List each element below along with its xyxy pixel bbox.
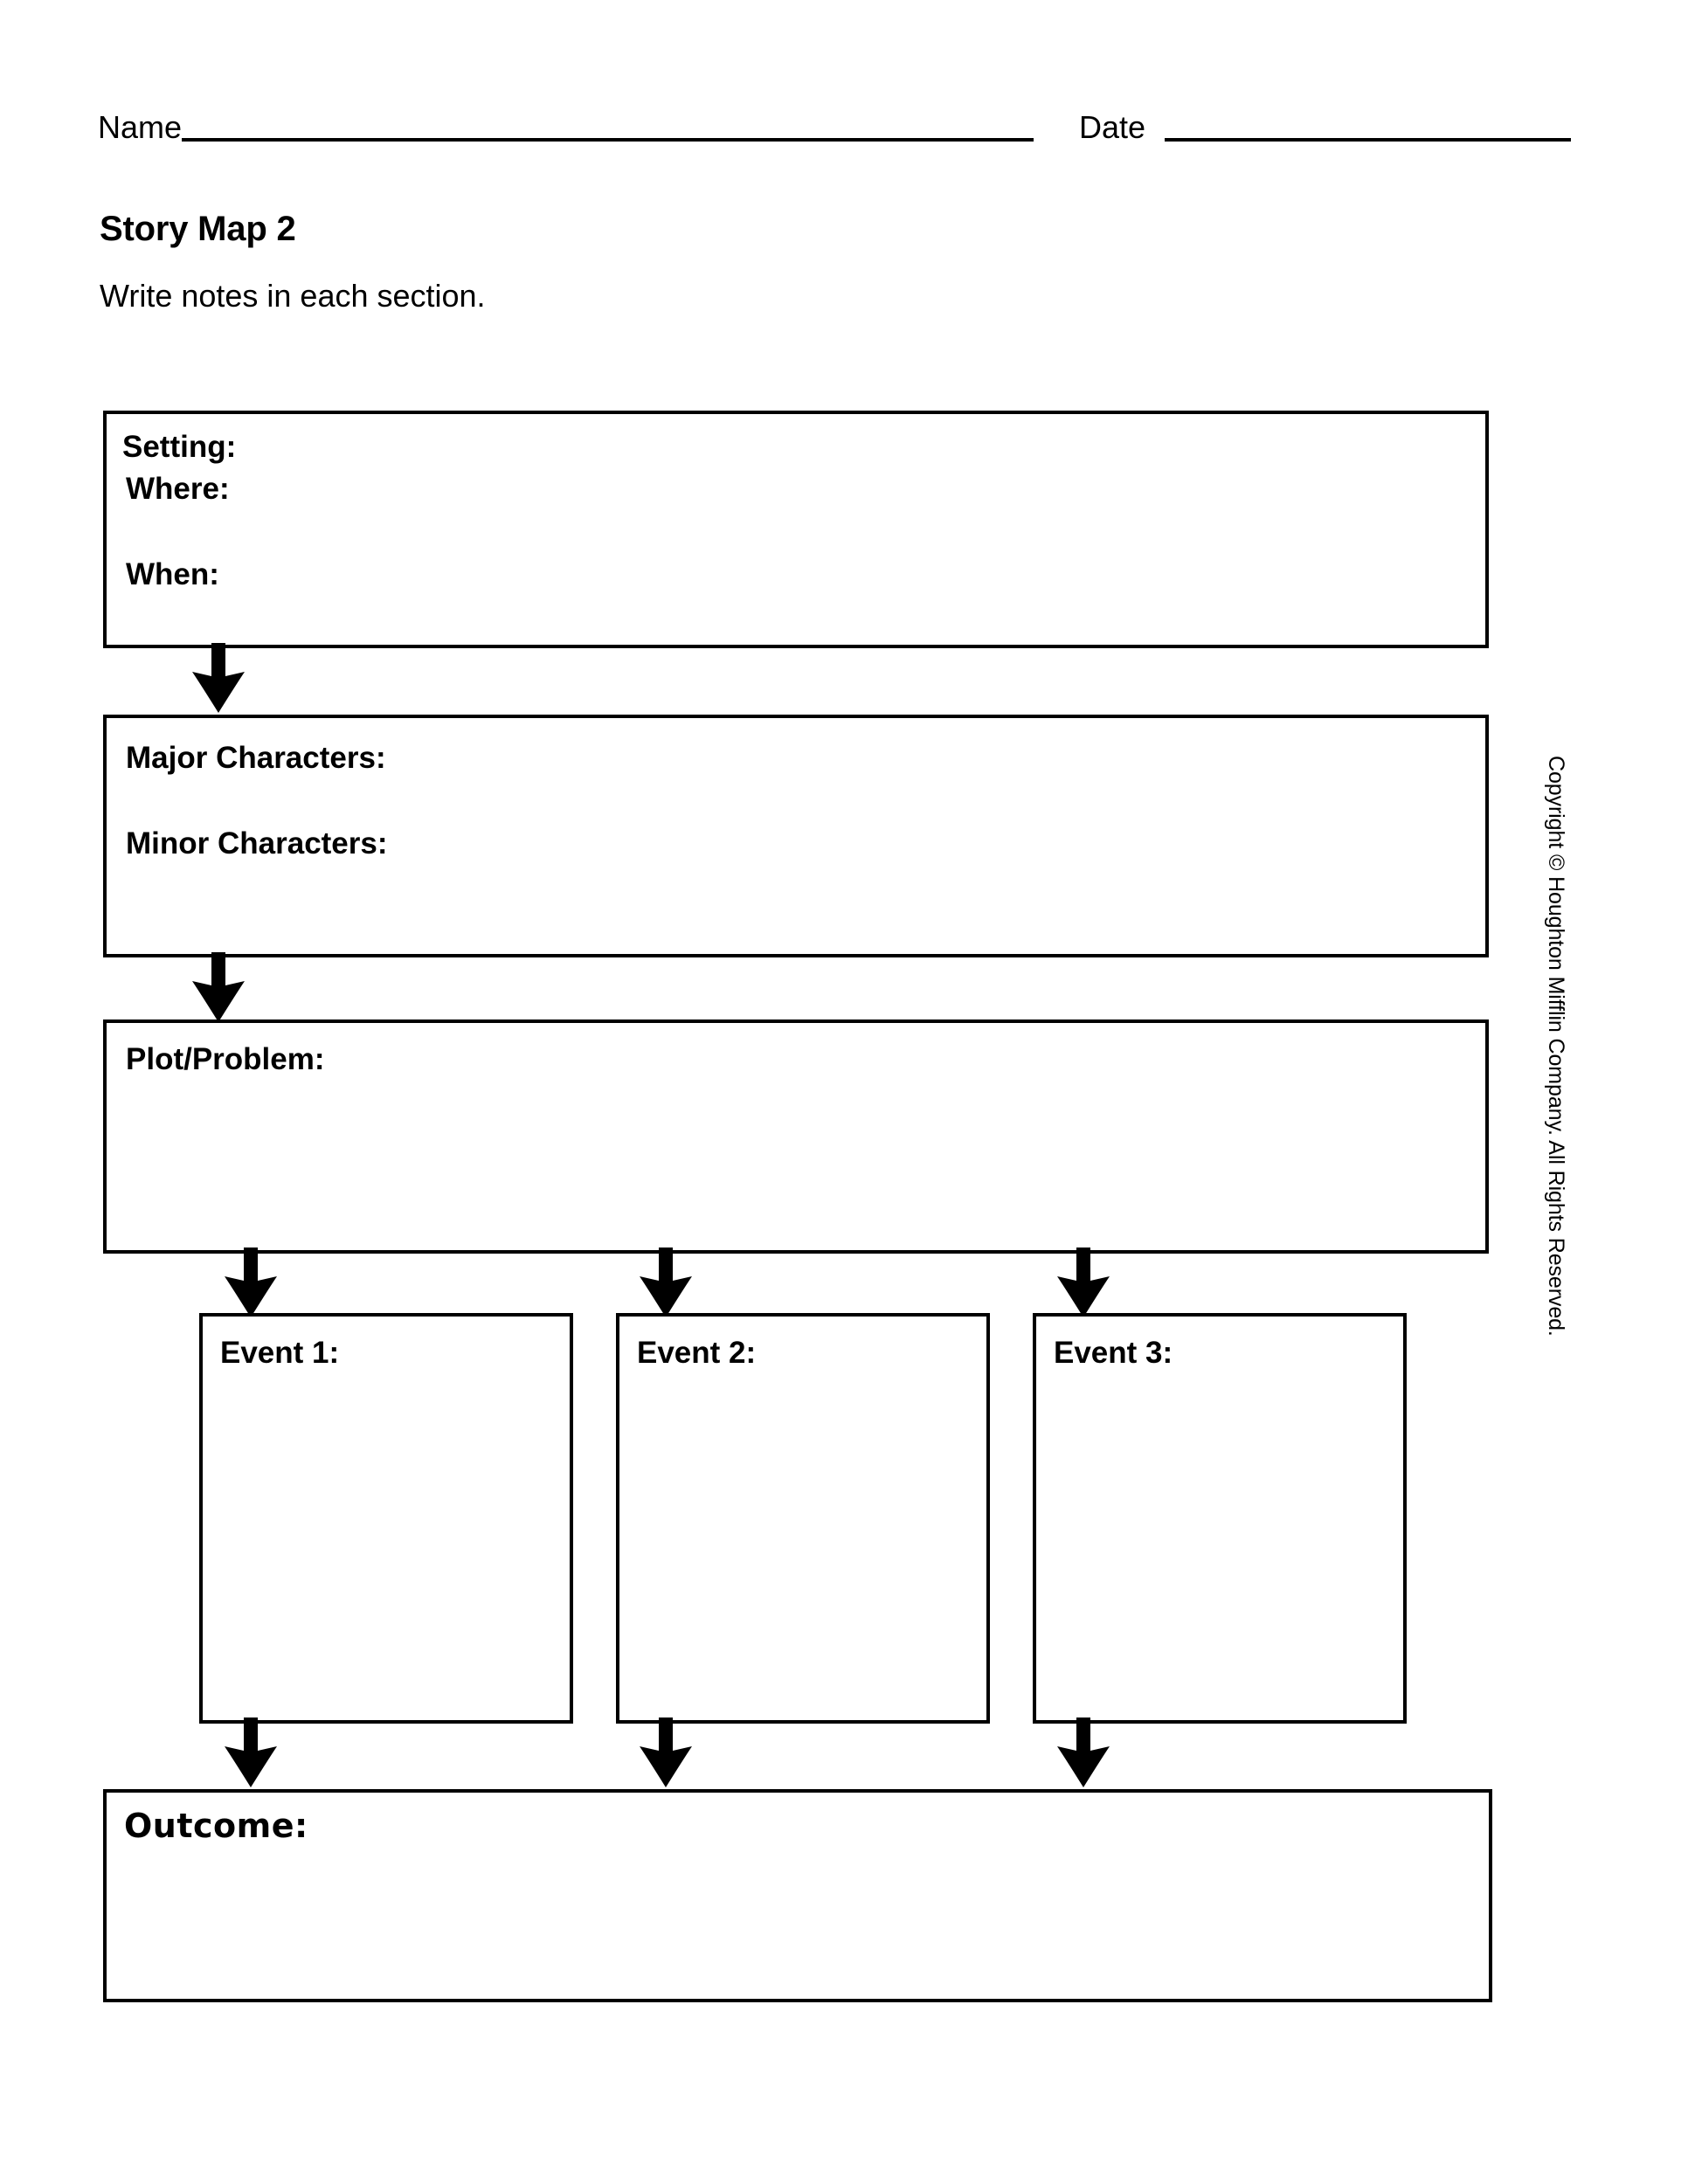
plot-problem-box[interactable] xyxy=(103,1019,1489,1254)
setting-where-label: Where: xyxy=(126,472,230,506)
setting-heading: Setting: xyxy=(122,430,237,464)
date-input-line[interactable] xyxy=(1165,138,1571,142)
event-label: Event 1: xyxy=(220,1336,340,1370)
down-arrow-icon xyxy=(638,1717,694,1787)
outcome-heading: Outcome: xyxy=(124,1807,308,1845)
down-arrow-icon xyxy=(190,952,246,1022)
minor-characters-label: Minor Characters: xyxy=(126,826,388,860)
characters-box[interactable] xyxy=(103,715,1489,957)
event-box[interactable] xyxy=(1033,1313,1407,1724)
page-title: Story Map 2 xyxy=(100,210,296,248)
name-input-line[interactable] xyxy=(182,138,1034,142)
instruction-text: Write notes in each section. xyxy=(100,278,486,314)
down-arrow-icon xyxy=(223,1248,279,1317)
plot-problem-heading: Plot/Problem: xyxy=(126,1042,325,1076)
date-label: Date xyxy=(1079,109,1146,145)
down-arrow-icon xyxy=(190,643,246,713)
event-label: Event 3: xyxy=(1054,1336,1173,1370)
name-date-header xyxy=(98,94,1601,147)
major-characters-label: Major Characters: xyxy=(126,741,386,775)
down-arrow-icon xyxy=(1055,1248,1111,1317)
event-label: Event 2: xyxy=(637,1336,757,1370)
name-label: Name xyxy=(98,109,183,145)
down-arrow-icon xyxy=(223,1717,279,1787)
copyright-notice: Copyright © Houghton Mifflin Company. All Rights Reserved. xyxy=(1544,756,1568,1337)
event-box[interactable] xyxy=(199,1313,573,1724)
setting-when-label: When: xyxy=(126,557,219,591)
down-arrow-icon xyxy=(638,1248,694,1317)
outcome-box[interactable] xyxy=(103,1789,1492,2002)
event-box[interactable] xyxy=(616,1313,990,1724)
down-arrow-icon xyxy=(1055,1717,1111,1787)
setting-box[interactable] xyxy=(103,411,1489,648)
